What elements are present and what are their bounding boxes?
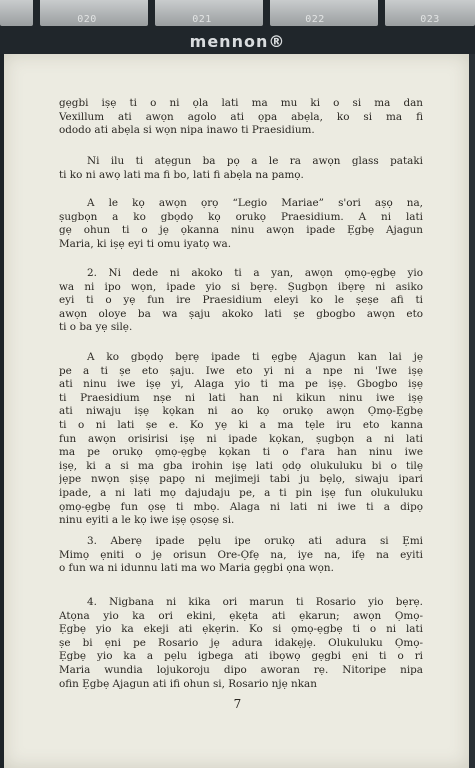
text-line: wa ni ipo wọn, ipade yio si bẹrẹ. Ṣugbọn ibẹrẹ ni asiko [59,280,423,293]
text-line: ati ninu iwe iṣẹ yi, Alaga yio ti ma pe iṣẹ. Gbogbo iṣẹ [59,378,423,391]
text-line: ti ko ni awọ lati ma fi bo, lati fi abẹla na pamọ. [59,168,304,181]
text-line: Maria, ki iṣẹ eyi ti omu iyatọ wa. [59,237,232,250]
text-line: gẹ ohun ti o jẹ ọkanna ninu awọn ipade Ẹgbẹ Ajagun [59,224,423,237]
text-line: ati niwaju iṣẹ kọkan ni ao kọ orukọ awọn Ọmọ-Ẹgbẹ [59,405,423,418]
paragraph [59,535,423,576]
text-line: Ẹgbẹ yio ka a pẹlu igbega ati ibọwọ gẹgbi ẹni ti o ri [59,650,423,663]
text-line: gẹgbi iṣẹ ti o ni ọla lati ma mu ki o si ma dan [59,97,423,109]
text-line: jẹpe nwọn ṣiṣẹ papọ ni mejimeji tabi ju bẹlọ, siwaju ipari [59,473,423,486]
text-line: ti o ba yẹ silẹ. [59,321,133,334]
text-line: 2. Ni dede ni akoko ti a yan, awọn ọmọ-ẹgbẹ yio [87,267,423,279]
text-line: pe a ti ṣe eto ṣaju. Iwe eto yi ni a npe ni 'Iwe iṣẹ [59,364,423,377]
paragraph [59,351,423,528]
frame-number: 020 [77,14,97,25]
text-line: awọn oloye ba wa ṣaju akoko lati ṣe gbogbo awọn eto [59,307,423,320]
text-line: ti Praesidium nṣe ni lati han ni kikun ninu iwe iṣẹ [59,391,423,404]
text-line: ofin Ẹgbẹ Ajagun ati ifi ohun si, Rosario njẹ nkan [59,677,317,690]
text-line: Mimọ ẹniti o jẹ orisun Ore-Ọfẹ na, iye na, ifẹ na eyiti [59,548,423,561]
text-line: o fun wa ni idunnu lati ma wo Maria gẹgbi ọna wọn. [59,562,334,575]
text-line: eyi ti o yẹ fun ire Praesidium eleyi ko le ṣeṣe afi ti [59,294,423,307]
frame-tab [0,0,33,26]
paragraph [59,596,423,691]
text-line: ninu eyiti a le kọ iwe iṣẹ ọsọsẹ si. [59,514,235,527]
text-line: ti o ni lati ṣe e. Ko yẹ ki a ma tẹle iru eto kanna [59,418,423,431]
text-line: Vexillum ati awọn agolo ati ọpa abẹla, ko si ma fi [59,110,423,123]
frame-number: 023 [420,14,440,25]
page-number: 7 [233,697,242,711]
text-line: Ẹgbẹ yio ka ekeji ati ẹkẹrin. Ko si ọmọ-ẹgbẹ ti o ni lati [59,623,423,636]
text-line: ṣugbọn a ko gbọdọ kọ orukọ Praesidium. A ni lati [59,210,423,223]
frame-number: 022 [305,14,325,25]
text-line: ipade, a ni lati mọ dajudaju pe, a ti pin iṣẹ fun olukuluku [59,486,423,499]
scanner-logo: mennon® [189,32,286,51]
text-line: Ni ilu ti atẹgun ba pọ a le ra awọn glass pataki [87,155,423,167]
text-line: fun awọn orisirisi iṣẹ ni ipade kọkan, ṣugbọn a ni lati [59,432,423,445]
text-line: A le kọ awọn ọrọ “Legio Mariae” s'ori aṣọ na, [87,197,423,209]
text-line: A ko gbọdọ bẹrẹ ipade ti ẹgbẹ Ajagun kan lai jẹ [87,351,423,363]
text-line: ṣe bi ẹni pe Rosario jẹ adura idakẹjẹ. Olukuluku Ọmọ- [59,636,423,649]
paragraph [59,267,423,335]
text-line: ma pe orukọ ọmọ-ẹgbẹ kọkan ti o f'ara han ninu iwe [59,446,423,459]
paragraph [59,197,423,251]
text-line: ododo ati abẹla si wọn nipa inawo ti Praesidium. [59,124,315,137]
text-line: Maria wundia lojukoroju dipo aworan rẹ. Nitoripe nipa [59,663,423,676]
page-edge [469,54,475,768]
text-line: Atọna yio ka ori ekini, ẹkẹta ati ẹkarun; awọn Ọmọ- [59,609,423,622]
text-line: 4. Nigbana ni kika ori marun ti Rosario yio bẹrẹ. [87,596,423,608]
paragraph [59,97,423,138]
scanner-frame-strip [0,0,475,54]
text-line: ọmọ-ẹgbẹ fun ọsẹ ti mbọ. Alaga ni lati ni iwe ti a dipọ [59,500,423,513]
text-line: iṣẹ, ki a si ma gba irohin iṣẹ lati ọdọ olukuluku bi o tilẹ [59,459,423,472]
paragraph [59,155,423,182]
text-line: 3. Aberẹ ipade pẹlu ipe orukọ ati adura si Ẹmi [87,535,423,547]
frame-number: 021 [192,14,212,25]
